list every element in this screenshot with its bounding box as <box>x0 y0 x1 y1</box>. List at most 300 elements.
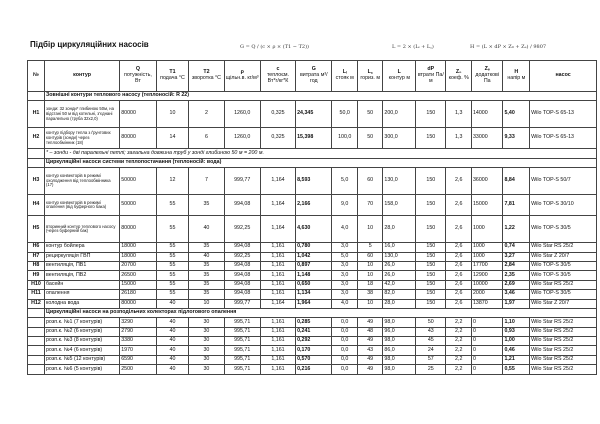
pump-model: Wilo TOP-S 65-13 <box>530 101 597 128</box>
pressure-loss: 57 <box>416 355 446 364</box>
pump-head: 7,81 <box>503 195 530 216</box>
return-temp: 7 <box>189 168 224 195</box>
horizontal-length: 49 <box>357 355 382 364</box>
column-header-unit: теплоєм. Вт*г/кг*К <box>266 72 290 84</box>
pump-model: Wilo TOP-S 65-13 <box>530 128 597 149</box>
pump-id: H12 <box>28 299 45 308</box>
circuit-length: 26,0 <box>383 271 416 280</box>
supply-temp: 40 <box>156 365 189 374</box>
column-header-unit: стояк м <box>335 75 354 81</box>
circuit-length: 130,0 <box>383 168 416 195</box>
pump-head: 1,21 <box>503 355 530 364</box>
coefficient: 2,6 <box>446 216 471 243</box>
additional-loss: 0 <box>471 346 503 355</box>
supply-temp: 12 <box>156 168 189 195</box>
pump-id: H2 <box>28 128 45 149</box>
horizontal-length: 49 <box>357 365 382 374</box>
flow-rate: 24,345 <box>296 101 332 128</box>
pressure-loss: 45 <box>416 337 446 346</box>
power: 26500 <box>120 271 156 280</box>
heat-capacity: 1,161 <box>260 365 295 374</box>
pump-head: 0,93 <box>503 327 530 336</box>
column-header-symbol: T2 <box>203 69 210 76</box>
riser-length: 3,0 <box>332 261 357 270</box>
power: 50000 <box>120 195 156 216</box>
density: 994,08 <box>224 261 260 270</box>
page-title: Підбір циркуляційних насосів <box>30 40 149 49</box>
riser-length: 0,0 <box>332 318 357 327</box>
circuit-length: 28,0 <box>383 299 416 308</box>
pump-head: 3,46 <box>503 290 530 299</box>
pump-head: 3,27 <box>503 252 530 261</box>
pump-id: H7 <box>28 252 45 261</box>
pump-id <box>28 327 45 336</box>
horizontal-length: 50 <box>357 101 382 128</box>
column-header <box>120 61 156 92</box>
return-temp: 6 <box>189 128 224 149</box>
column-header-unit: напір м <box>507 75 526 81</box>
heat-capacity: 1,161 <box>260 290 295 299</box>
pump-model: Wilo TOP-S 30/5 <box>530 216 597 243</box>
additional-loss: 10000 <box>471 280 503 289</box>
column-header-symbol: Lᵢ <box>342 69 347 76</box>
power: 18000 <box>120 243 156 252</box>
density: 995,71 <box>224 355 260 364</box>
horizontal-length: 43 <box>357 346 382 355</box>
circuit-name: контур підбору тепла з ґрунтових контурів (зонди) через теплообмінник (18) <box>44 128 119 149</box>
pump-model: Wilo TOP-S 30/5 <box>530 271 597 280</box>
pressure-loss: 150 <box>416 243 446 252</box>
power: 2790 <box>120 327 156 336</box>
supply-temp: 55 <box>156 243 189 252</box>
column-header <box>530 61 597 92</box>
pressure-loss: 150 <box>416 195 446 216</box>
table-row <box>28 128 597 149</box>
return-temp: 30 <box>189 365 224 374</box>
column-header-symbol: Z₀ <box>455 69 462 76</box>
power: 6590 <box>120 355 156 364</box>
heat-capacity: 1,161 <box>260 318 295 327</box>
pump-model: Wilo Star RS 25/2 <box>530 337 597 346</box>
column-header <box>446 61 471 92</box>
horizontal-length: 60 <box>357 168 382 195</box>
density: 995,71 <box>224 365 260 374</box>
column-header-unit: контур м <box>388 75 410 81</box>
column-header-symbol: № <box>33 72 39 79</box>
table-row <box>28 327 597 336</box>
supply-temp: 40 <box>156 346 189 355</box>
coefficient: 1,3 <box>446 128 471 149</box>
pump-model: Wilo Star RS 25/2 <box>530 318 597 327</box>
column-header-unit: зворотка °С <box>191 75 221 81</box>
circuit-length: 96,0 <box>383 327 416 336</box>
riser-length: 50,0 <box>332 101 357 128</box>
empty-cell <box>28 308 45 317</box>
flow-rate: 0,897 <box>296 261 332 270</box>
horizontal-length: 70 <box>357 195 382 216</box>
circuit-name: розп.к. №3 (8 контурів) <box>44 337 119 346</box>
column-header-symbol: Q <box>135 66 140 73</box>
density: 999,77 <box>224 168 260 195</box>
flow-rate: 0,170 <box>296 346 332 355</box>
supply-temp: 55 <box>156 271 189 280</box>
pump-id: H9 <box>28 271 45 280</box>
pump-id: H10 <box>28 280 45 289</box>
horizontal-length: 49 <box>357 337 382 346</box>
column-header-symbol: G <box>311 66 316 73</box>
horizontal-length: 10 <box>357 261 382 270</box>
table-row <box>28 290 597 299</box>
circuit-name: розп.к. №6 (5 контурів) <box>44 365 119 374</box>
heat-capacity: 1,161 <box>260 271 295 280</box>
section-header-row <box>28 92 597 101</box>
circuit-length: 158,0 <box>383 195 416 216</box>
power: 1970 <box>120 346 156 355</box>
pressure-loss: 150 <box>416 261 446 270</box>
flow-rate: 1,134 <box>296 290 332 299</box>
circuit-name: розп.к. №1 (7 контурів) <box>44 318 119 327</box>
density: 992,25 <box>224 216 260 243</box>
pump-id <box>28 318 45 327</box>
circuit-length: 130,0 <box>383 252 416 261</box>
circuit-name: розп.к. №2 (6 контурів) <box>44 327 119 336</box>
additional-loss: 1000 <box>471 252 503 261</box>
return-temp: 40 <box>189 216 224 243</box>
density: 995,71 <box>224 346 260 355</box>
additional-loss: 0 <box>471 337 503 346</box>
column-header-unit: щільн.в. кг/м³ <box>225 75 259 81</box>
header-row <box>28 61 597 92</box>
riser-length: 3,0 <box>332 271 357 280</box>
table-row <box>28 252 597 261</box>
note-text: * – зонди - дві паралельні петлі; загальна довжина труб у зонді глибиною 50 м = 200 м. <box>44 149 596 158</box>
pump-model: Wilo TOP-S 30/10 <box>530 195 597 216</box>
table-row <box>28 346 597 355</box>
density: 1260,0 <box>224 128 260 149</box>
riser-length: 100,0 <box>332 128 357 149</box>
density: 1260,0 <box>224 101 260 128</box>
flow-rate: 1,964 <box>296 299 332 308</box>
circuit-name: басейн <box>44 280 119 289</box>
circuit-length: 98,0 <box>383 337 416 346</box>
table-row <box>28 101 597 128</box>
density: 995,71 <box>224 318 260 327</box>
power: 26180 <box>120 290 156 299</box>
pressure-loss: 150 <box>416 216 446 243</box>
supply-temp: 40 <box>156 327 189 336</box>
table-row <box>28 365 597 374</box>
column-header <box>383 61 416 92</box>
column-header <box>503 61 530 92</box>
circuit-length: 200,0 <box>383 101 416 128</box>
column-header <box>416 61 446 92</box>
horizontal-length: 50 <box>357 128 382 149</box>
horizontal-length: 18 <box>357 280 382 289</box>
supply-temp: 40 <box>156 318 189 327</box>
pressure-loss: 150 <box>416 252 446 261</box>
horizontal-length: 5 <box>357 243 382 252</box>
horizontal-length: 48 <box>357 327 382 336</box>
column-header-unit: коеф. % <box>448 75 469 81</box>
table-row <box>28 355 597 364</box>
pump-id: H5 <box>28 216 45 243</box>
coefficient: 2,6 <box>446 271 471 280</box>
power: 3290 <box>120 318 156 327</box>
riser-length: 0,0 <box>332 355 357 364</box>
pump-id <box>28 365 45 374</box>
head-formula: H = (L × dP × Z₀ + Zₑ) / 9807 <box>470 44 547 50</box>
column-header <box>189 61 224 92</box>
supply-temp: 40 <box>156 355 189 364</box>
column-header-symbol: H <box>514 69 519 76</box>
coefficient: 1,3 <box>446 101 471 128</box>
additional-loss: 36000 <box>471 168 503 195</box>
power: 20700 <box>120 261 156 270</box>
heat-capacity: 1,161 <box>260 346 295 355</box>
pressure-loss: 150 <box>416 290 446 299</box>
power: 80000 <box>120 216 156 243</box>
pressure-loss: 25 <box>416 365 446 374</box>
pump-model: Wilo Star RS 25/2 <box>530 280 597 289</box>
horizontal-length: 10 <box>357 216 382 243</box>
riser-length: 0,0 <box>332 327 357 336</box>
pump-head: 8,84 <box>503 168 530 195</box>
empty-cell <box>28 149 45 158</box>
horizontal-length: 60 <box>357 252 382 261</box>
horizontal-length: 10 <box>357 299 382 308</box>
heat-capacity: 0,325 <box>260 128 295 149</box>
return-temp: 30 <box>189 318 224 327</box>
heat-capacity: 1,161 <box>260 261 295 270</box>
supply-temp: 55 <box>156 261 189 270</box>
coefficient: 2,2 <box>446 327 471 336</box>
additional-loss: 1000 <box>471 216 503 243</box>
pump-head: 2,69 <box>503 280 530 289</box>
column-header-symbol: насос <box>555 72 571 79</box>
flow-rate: 0,650 <box>296 280 332 289</box>
return-temp: 40 <box>189 252 224 261</box>
pump-head: 0,46 <box>503 346 530 355</box>
flow-rate: 8,593 <box>296 168 332 195</box>
pressure-loss: 24 <box>416 346 446 355</box>
supply-temp: 14 <box>156 128 189 149</box>
pump-head: 2,35 <box>503 271 530 280</box>
supply-temp: 55 <box>156 195 189 216</box>
heat-capacity: 1,161 <box>260 252 295 261</box>
flow-rate: 2,166 <box>296 195 332 216</box>
coefficient: 2,2 <box>446 365 471 374</box>
return-temp: 35 <box>189 271 224 280</box>
table-row <box>28 243 597 252</box>
power: 80000 <box>120 128 156 149</box>
circuit-length: 82,0 <box>383 290 416 299</box>
flow-rate: 0,780 <box>296 243 332 252</box>
heat-capacity: 1,164 <box>260 168 295 195</box>
flow-rate: 1,042 <box>296 252 332 261</box>
pump-id: H8 <box>28 261 45 270</box>
horizontal-length: 10 <box>357 271 382 280</box>
pump-head: 0,55 <box>503 365 530 374</box>
riser-length: 0,0 <box>332 346 357 355</box>
return-temp: 30 <box>189 346 224 355</box>
circuit-name: контур бойлера <box>44 243 119 252</box>
return-temp: 35 <box>189 290 224 299</box>
riser-length: 9,0 <box>332 195 357 216</box>
circuit-name: рециркуляція ГВП <box>44 252 119 261</box>
coefficient: 2,6 <box>446 252 471 261</box>
supply-temp: 55 <box>156 252 189 261</box>
circuit-name: зонди: 32 зонди* глибиною 50м, на відстані 50 м від котельні, з'єднані паралельно (труба 32х2,0) <box>44 101 119 128</box>
circuit-length: 42,0 <box>383 280 416 289</box>
column-header <box>156 61 189 92</box>
supply-temp: 10 <box>156 101 189 128</box>
coefficient: 2,2 <box>446 355 471 364</box>
pressure-loss: 150 <box>416 299 446 308</box>
return-temp: 35 <box>189 280 224 289</box>
additional-loss: 33000 <box>471 128 503 149</box>
riser-length: 4,0 <box>332 216 357 243</box>
pump-model: Wilo TOP-S 50/7 <box>530 168 597 195</box>
circuit-name: розп.к. №4 (6 контурів) <box>44 346 119 355</box>
column-header-unit: додаткові Па <box>475 72 500 84</box>
pump-head: 1,00 <box>503 337 530 346</box>
section-header-row <box>28 158 597 167</box>
return-temp: 10 <box>189 299 224 308</box>
pressure-loss: 150 <box>416 128 446 149</box>
circuit-name: колодна вода <box>44 299 119 308</box>
riser-length: 0,0 <box>332 337 357 346</box>
section-title: Зовнішні контури теплового насосу (теплоносій: R 22) <box>44 92 596 101</box>
supply-temp: 55 <box>156 290 189 299</box>
riser-length: 3,0 <box>332 290 357 299</box>
heat-capacity: 1,161 <box>260 243 295 252</box>
coefficient: 2,2 <box>446 346 471 355</box>
pump-selection-table <box>27 60 597 375</box>
pump-model: Wilo TOP-S 30/5 <box>530 261 597 270</box>
density: 992,25 <box>224 252 260 261</box>
column-header-symbol: контур <box>73 72 92 79</box>
circuit-length: 98,0 <box>383 318 416 327</box>
table-row <box>28 299 597 308</box>
table-row <box>28 280 597 289</box>
pump-model: Wilo Star RS 25/2 <box>530 346 597 355</box>
pump-id: H1 <box>28 101 45 128</box>
pump-model: Wilo Star RS 25/2 <box>530 355 597 364</box>
column-header-symbol: T1 <box>169 69 176 76</box>
circuit-length: 300,0 <box>383 128 416 149</box>
flow-rate: 4,630 <box>296 216 332 243</box>
pressure-loss: 43 <box>416 327 446 336</box>
pump-id <box>28 346 45 355</box>
power: 80000 <box>120 101 156 128</box>
additional-loss: 0 <box>471 327 503 336</box>
pump-id: H11 <box>28 290 45 299</box>
coefficient: 2,6 <box>446 299 471 308</box>
table-row <box>28 261 597 270</box>
riser-length: 3,0 <box>332 243 357 252</box>
pressure-loss: 150 <box>416 271 446 280</box>
coefficient: 2,6 <box>446 261 471 270</box>
power: 15000 <box>120 280 156 289</box>
column-header-unit: втрати Па/м <box>417 72 444 84</box>
pump-model: Wilo TOP-S 30/5 <box>530 290 597 299</box>
additional-loss: 17700 <box>471 261 503 270</box>
coefficient: 2,6 <box>446 290 471 299</box>
note-row <box>28 149 597 158</box>
circuit-name: вентиляція, ПВ2 <box>44 271 119 280</box>
column-header <box>28 61 45 92</box>
flow-rate: 1,148 <box>296 271 332 280</box>
column-header <box>260 61 295 92</box>
column-header-unit: потужність, Вт <box>123 72 152 84</box>
power: 2500 <box>120 365 156 374</box>
additional-loss: 0 <box>471 355 503 364</box>
section-header-row <box>28 308 597 317</box>
density: 999,77 <box>224 299 260 308</box>
supply-temp: 55 <box>156 280 189 289</box>
additional-loss: 15000 <box>471 195 503 216</box>
column-header <box>44 61 119 92</box>
pump-id: H4 <box>28 195 45 216</box>
column-header-symbol: L <box>397 69 401 76</box>
circuit-name: вентиляція, ПВ1 <box>44 261 119 270</box>
density: 994,08 <box>224 195 260 216</box>
pump-id: H3 <box>28 168 45 195</box>
flow-rate: 0,570 <box>296 355 332 364</box>
riser-length: 0,0 <box>332 365 357 374</box>
power: 3380 <box>120 337 156 346</box>
circuit-name: контур конвекторів в режимі опалення (від буферного бака) <box>44 195 119 216</box>
circuit-length: 98,0 <box>383 355 416 364</box>
table-row <box>28 271 597 280</box>
pump-model: Wilo Star Z 20/7 <box>530 299 597 308</box>
power: 50000 <box>120 168 156 195</box>
pump-id: H6 <box>28 243 45 252</box>
additional-loss: 1000 <box>471 243 503 252</box>
heat-capacity: 1,161 <box>260 337 295 346</box>
circuit-name: опалення <box>44 290 119 299</box>
return-temp: 2 <box>189 101 224 128</box>
column-header-symbol: c <box>276 66 280 73</box>
return-temp: 30 <box>189 355 224 364</box>
flow-rate: 0,285 <box>296 318 332 327</box>
coefficient: 2,6 <box>446 280 471 289</box>
horizontal-length: 49 <box>357 318 382 327</box>
coefficient: 2,2 <box>446 337 471 346</box>
pump-model: Wilo Star RS 25/2 <box>530 327 597 336</box>
section-title: Циркуляційні насоси на розподільчих колекторах підлогового опалення <box>44 308 596 317</box>
pump-head: 1,22 <box>503 216 530 243</box>
coefficient: 2,6 <box>446 243 471 252</box>
pressure-loss: 150 <box>416 101 446 128</box>
column-header-symbol: Zₑ <box>484 66 490 73</box>
supply-temp: 40 <box>156 337 189 346</box>
heat-capacity: 0,325 <box>260 101 295 128</box>
return-temp: 30 <box>189 327 224 336</box>
additional-loss: 12900 <box>471 271 503 280</box>
density: 995,71 <box>224 337 260 346</box>
circuit-length: 26,0 <box>383 261 416 270</box>
additional-loss: 0 <box>471 318 503 327</box>
pump-head: 1,97 <box>503 299 530 308</box>
heat-capacity: 1,164 <box>260 195 295 216</box>
riser-length: 5,0 <box>332 252 357 261</box>
additional-loss: 14000 <box>471 101 503 128</box>
circuit-length: 98,0 <box>383 365 416 374</box>
column-header <box>357 61 382 92</box>
circuit-name: контур конвекторів в режимі охолодження від теплообмінника (17) <box>44 168 119 195</box>
pump-head: 1,10 <box>503 318 530 327</box>
